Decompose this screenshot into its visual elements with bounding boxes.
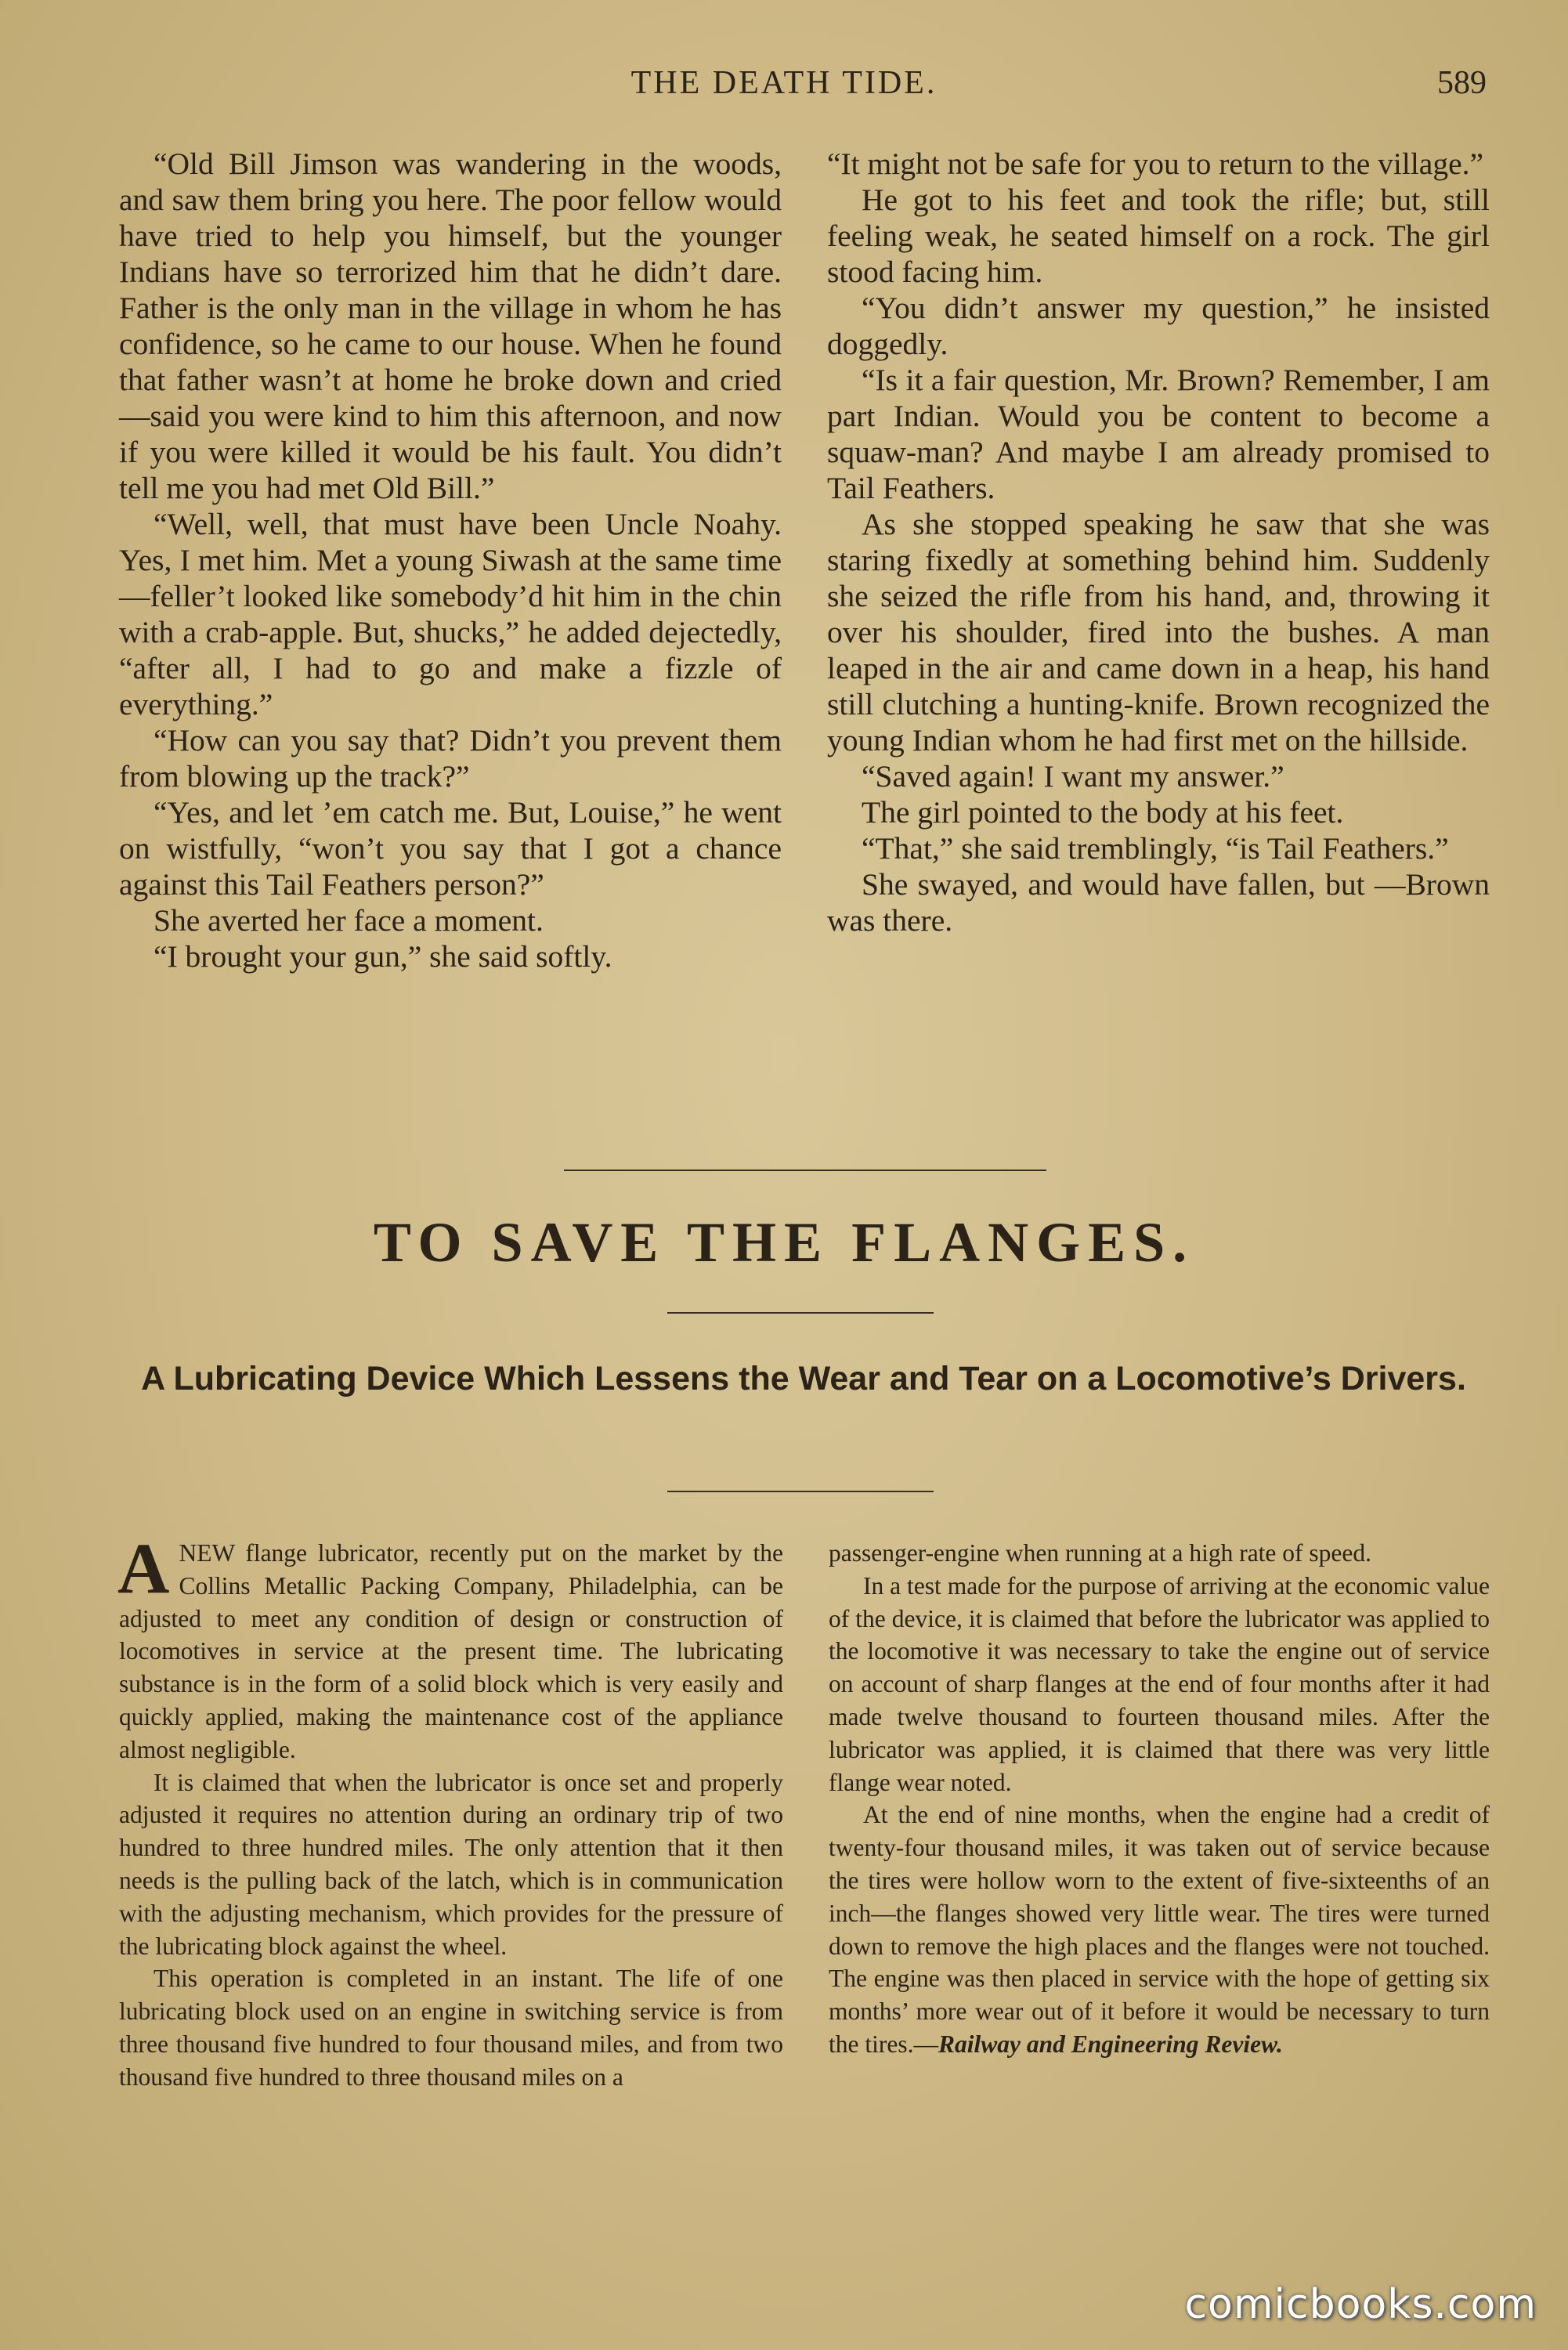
article-column-left — [117, 1528, 783, 2094]
page-number: 589 — [1437, 65, 1487, 101]
story-paragraph: He got to his feet and took the rifle; but, still feeling weak, he seated himself on a rock. The girl stood facing him. — [827, 183, 1490, 289]
source-citation: Railway and Engineering Review. — [938, 2030, 1283, 2058]
story-paragraph: “Well, well, that must have been Uncle Noahy. Yes, I met him. Met a young Siwash at the same time—feller’t looked like somebody’d hit him in the chin with a crab-apple. But, shucks,” he added dejectedly, “after all, I had to go and make a fizzle of everything.” — [119, 507, 782, 721]
story-paragraph: “Yes, and let ’em catch me. But, Louise,” he went on wistfully, “won’t you say that I got a chance against this Tail Feathers person?” — [119, 795, 782, 902]
watermark: comicbooks.com — [1184, 2281, 1537, 2328]
article-lead-text: NEW flange lubricator, recently put on the market by the Collins Metallic Packing Company, Philadelphia, can be adjusted to meet any condition of design or construction of locomotives in service at the present time. The lubricating substance is in the form of a solid block which is very easily and quickly applied, making the maintenance cost of the appliance almost negligible. — [119, 1539, 783, 1763]
article-paragraph: In a test made for the purpose of arriving at the economic value of the device, it is claimed that before the lubricator was applied to the locomotive it was necessary to take the engine out of service on account of sharp flanges at the end of four months after it had made twelve thousand to fourteen thousand miles. After the lubricator was applied, it is claimed that there was very little flange wear noted. — [829, 1571, 1490, 1796]
story-paragraph: She swayed, and would have fallen, but —Brown was there. — [827, 867, 1490, 938]
running-title: THE DEATH TIDE. — [630, 65, 938, 101]
title-divider — [667, 1312, 934, 1314]
story-paragraph: “That,” she said tremblingly, “is Tail Feathers.” — [862, 831, 1449, 866]
story-column-left — [119, 146, 782, 974]
story-paragraph: She averted her face a moment. — [154, 903, 544, 938]
article-closing-text: At the end of nine months, when the engine had a credit of twenty-four thousand miles, it was taken out of service because the tires were hollow worn to the extent of five-sixteenths of an inch—the flanges showed very little wear. The tires were turned down to remove the high places and the flanges were not touched. The engine was then placed in service with the hope of getting six months’ more wear out of it before it would be necessary to turn the tires.— — [829, 1801, 1490, 2058]
story-paragraph: “You didn’t answer my question,” he insisted doggedly. — [827, 291, 1490, 361]
story-paragraph: “Old Bill Jimson was wandering in the woods, and saw them bring you here. The poor fellow would have tried to help you himself, but the younger Indians have so terrorized him that he didn’t dare. Father is the only man in the village in whom he has confidence, so he came to our house. When he found that father wasn’t at home he broke down and cried—said you were kind to him this afternoon, and now if you were killed it would be his fault. You didn’t tell me you had met Old Bill.” — [119, 146, 782, 505]
story-paragraph: As she stopped speaking he saw that she was staring fixedly at something behind him. Suddenly she seized the rifle from his hand, and, throwing it over his shoulder, fired into the bushes. A man leaped in the air and came down in a heap, his hand still clutching a hunting-knife. Brown recognized the young Indian whom he had first met on the hillside. — [827, 507, 1490, 757]
article-paragraph — [829, 1799, 1490, 2060]
story-paragraph: “It might not be safe for you to return to the village.” — [827, 146, 1484, 181]
article-column-right — [829, 1537, 1490, 2061]
subtitle-divider — [667, 1491, 934, 1492]
article-paragraph: This operation is completed in an instant. The life of one lubricating block used on an engine in switching service is from three thousand five hundred to four thousand miles, and from two thousand five hundred to three thousand miles on a — [119, 1965, 783, 2091]
section-divider — [564, 1170, 1046, 1171]
article-paragraph — [117, 1528, 783, 1766]
article-paragraph: passenger-engine when running at a high rate of speed. — [829, 1539, 1371, 1567]
story-paragraph: The girl pointed to the body at his feet. — [862, 795, 1344, 830]
story-paragraph: “Is it a fair question, Mr. Brown? Remember, I am part Indian. Would you be content to become a squaw-man? And maybe I am already promised to Tail Feathers. — [827, 363, 1490, 505]
article-subtitle: A Lubricating Device Which Lessens the Wear and Tear on a Locomotive’s Drivers. — [141, 1360, 1466, 1397]
story-column-right — [827, 146, 1490, 938]
drop-cap: A — [117, 1528, 170, 1608]
article-paragraph: It is claimed that when the lubricator is once set and properly adjusted it requires no attention during an ordinary trip of two hundred to three hundred miles. The only attention that it then needs is the pulling back of the latch, which is in communication with the adjusting mechanism, which provides for the pressure of the lubricating block against the wheel. — [119, 1768, 783, 1960]
story-paragraph: “How can you say that? Didn’t you prevent them from blowing up the track?” — [119, 723, 782, 794]
story-paragraph: “Saved again! I want my answer.” — [862, 759, 1284, 794]
article-title: TO SAVE THE FLANGES. — [373, 1211, 1195, 1274]
story-paragraph: “I brought your gun,” she said softly. — [154, 939, 612, 974]
